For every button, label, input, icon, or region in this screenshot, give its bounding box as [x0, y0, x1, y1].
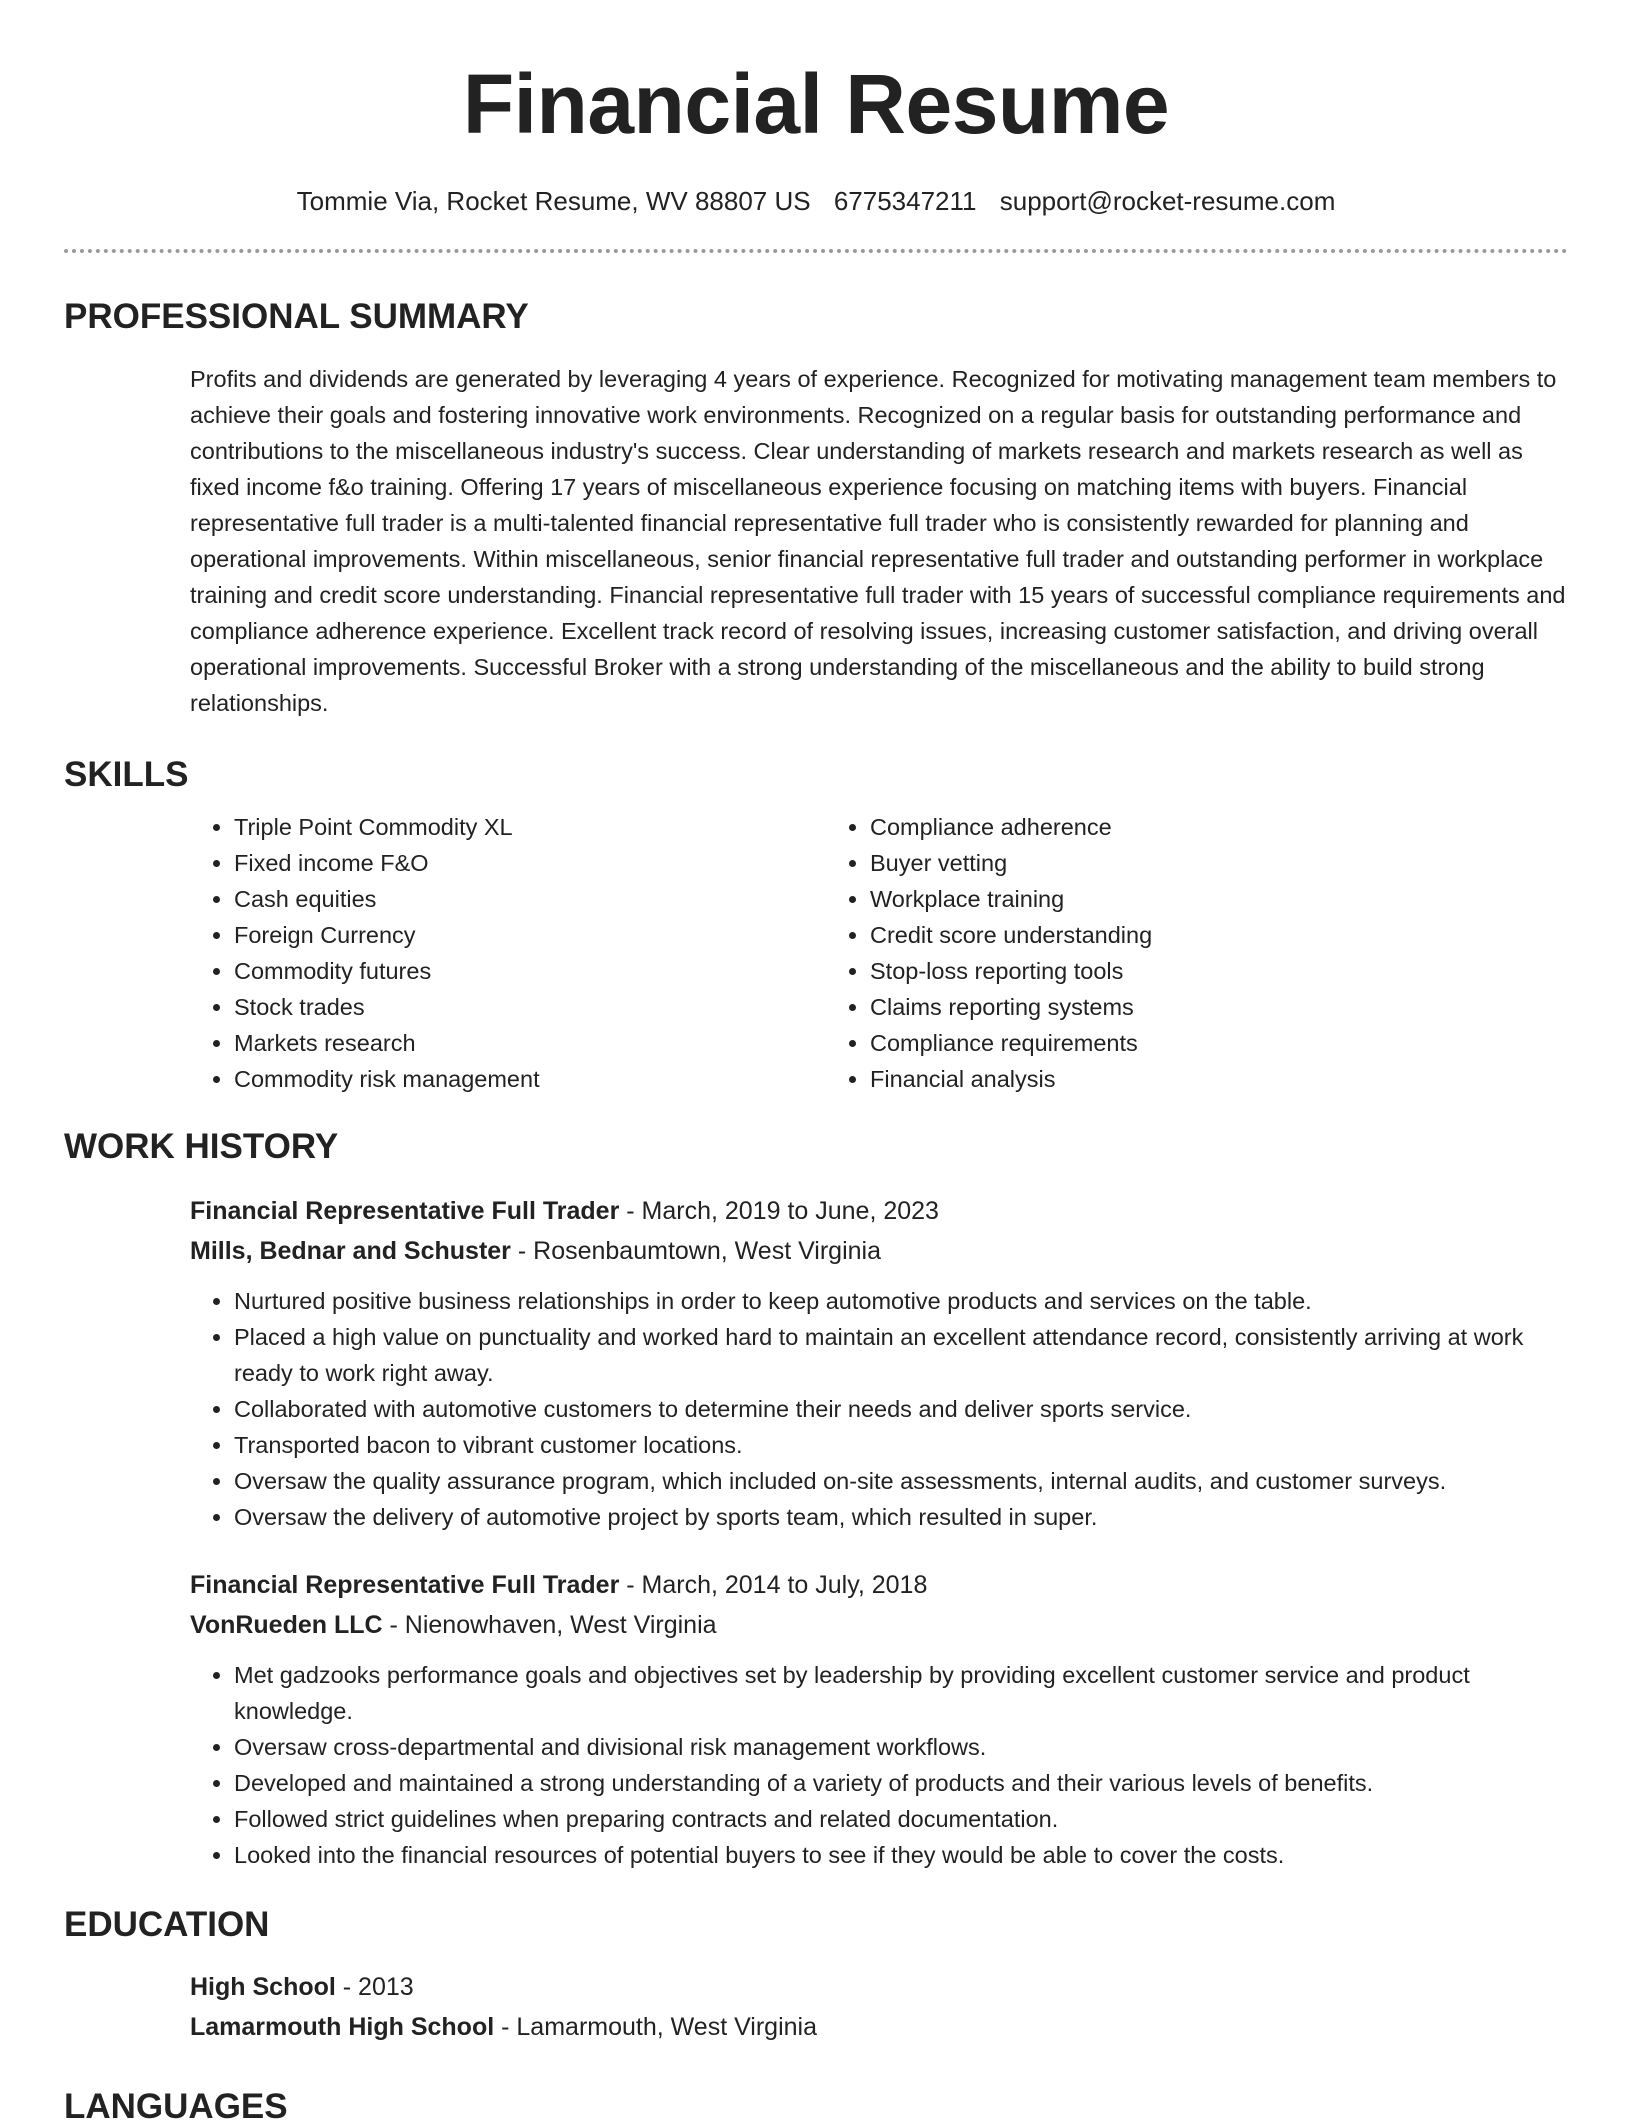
job-bullets — [190, 1283, 1568, 1535]
job-title: Financial Representative Full Trader — [190, 1197, 620, 1225]
skill-item: • Workplace training — [870, 881, 1462, 917]
skill-item: • Stock trades — [234, 989, 826, 1025]
job-company-line — [190, 1605, 1568, 1645]
job-entry — [64, 1191, 1568, 1535]
skill-item: • Triple Point Commodity XL — [234, 809, 826, 845]
skills-list-right — [826, 809, 1462, 1097]
job-bullet: • Oversaw the delivery of automotive project by sports team, which resulted in super. — [234, 1499, 1568, 1535]
skills-section — [64, 755, 1568, 1097]
contact-phone: 6775347211 — [833, 186, 977, 216]
job-bullet: • Met gadzooks performance goals and objectives set by leadership by providing excellent customer service and product knowledge. — [234, 1657, 1568, 1729]
skill-item: • Claims reporting systems — [870, 989, 1462, 1025]
education-school: Lamarmouth High School — [190, 2013, 495, 2041]
job-company-line — [190, 1231, 1568, 1271]
skill-item: • Credit score understanding — [870, 917, 1462, 953]
languages-heading: LANGUAGES — [64, 2087, 288, 2126]
languages-section — [64, 2087, 1568, 2127]
skill-item: • Markets research — [234, 1025, 826, 1061]
skill-item: • Compliance adherence — [870, 809, 1462, 845]
contact-email: support@rocket-resume.com — [999, 186, 1336, 216]
job-location: - Rosenbaumtown, West Virginia — [510, 1237, 882, 1265]
summary-text: Profits and dividends are generated by leveraging 4 years of experience. Recognized for motivating management team members to achieve their goals and fostering innovative work environments. Recognized on a regular basis for outstanding performance and contributions to the miscellaneous industry's success. Clear understanding of markets research and markets research as well as fixed income f&o training. Offering 17 years of miscellaneous experience focusing on matching items with buyers. Financial representative full trader is a multi-talented financial representative full trader who is consistently rewarded for planning and operational improvements. Within miscellaneous, senior financial representative full trader and outstanding performer in workplace training and credit score understanding. Financial representative full trader with 15 years of successful compliance requirements and compliance adherence experience. Excellent track record of resolving issues, increasing customer satisfaction, and driving overall operational improvements. Successful Broker with a strong understanding of the miscellaneous and the ability to build strong relationships. — [190, 366, 1566, 716]
job-bullet: • Collaborated with automotive customers to determine their needs and deliver sports service. — [234, 1391, 1568, 1427]
job-bullets — [190, 1657, 1568, 1873]
summary-section — [64, 297, 1568, 721]
skill-item: • Buyer vetting — [870, 845, 1462, 881]
skill-item: • Commodity risk management — [234, 1061, 826, 1097]
skill-item: • Foreign Currency — [234, 917, 826, 953]
education-heading: EDUCATION — [64, 1905, 270, 1944]
skills-grid — [190, 809, 1568, 1097]
education-degree-line — [190, 1967, 1568, 2007]
education-degree: High School — [190, 1973, 336, 2001]
education-section — [64, 1905, 1568, 2047]
job-dates: - March, 2014 to July, 2018 — [619, 1571, 928, 1599]
education-location: - Lamarmouth, West Virginia — [494, 2013, 818, 2041]
skills-list-left — [190, 809, 826, 1097]
job-title-line — [190, 1191, 1568, 1231]
skill-item: • Cash equities — [234, 881, 826, 917]
skill-item: • Fixed income F&O — [234, 845, 826, 881]
job-bullet: • Transported bacon to vibrant customer locations. — [234, 1427, 1568, 1463]
skill-item: • Stop-loss reporting tools — [870, 953, 1462, 989]
job-entry — [64, 1565, 1568, 1873]
header-divider — [64, 249, 1568, 253]
contact-line — [0, 186, 1632, 217]
summary-heading: PROFESSIONAL SUMMARY — [64, 297, 529, 336]
work-heading: WORK HISTORY — [64, 1127, 339, 1166]
resume-title: Financial Resume — [462, 57, 1170, 151]
education-year: - 2013 — [335, 1973, 414, 2001]
skills-heading: SKILLS — [64, 755, 189, 794]
job-bullet: • Followed strict guidelines when preparing contracts and related documentation. — [234, 1801, 1568, 1837]
job-bullet: • Placed a high value on punctuality and worked hard to maintain an excellent attendance record, consistently arriving at work ready to work right away. — [234, 1319, 1568, 1391]
job-bullet: • Looked into the financial resources of potential buyers to see if they would be able to cover the costs. — [234, 1837, 1568, 1873]
job-bullet: • Oversaw the quality assurance program, which included on-site assessments, internal audits, and customer surveys. — [234, 1463, 1568, 1499]
job-bullet: • Developed and maintained a strong understanding of a variety of products and their various levels of benefits. — [234, 1765, 1568, 1801]
job-title: Financial Representative Full Trader — [190, 1571, 620, 1599]
skill-item: • Commodity futures — [234, 953, 826, 989]
work-section — [64, 1127, 1568, 1873]
skill-item: • Financial analysis — [870, 1061, 1462, 1097]
job-dates: - March, 2019 to June, 2023 — [619, 1197, 939, 1225]
job-location: - Nienowhaven, West Virginia — [382, 1611, 717, 1639]
skill-item: • Compliance requirements — [870, 1025, 1462, 1061]
job-company: VonRueden LLC — [190, 1611, 383, 1639]
job-company: Mills, Bednar and Schuster — [190, 1237, 511, 1265]
job-bullet: • Oversaw cross-departmental and divisional risk management workflows. — [234, 1729, 1568, 1765]
job-title-line — [190, 1565, 1568, 1605]
job-bullet: • Nurtured positive business relationships in order to keep automotive products and services on the table. — [234, 1283, 1568, 1319]
contact-address: Tommie Via, Rocket Resume, WV 88807 US — [296, 186, 811, 216]
education-school-line — [190, 2007, 1568, 2047]
